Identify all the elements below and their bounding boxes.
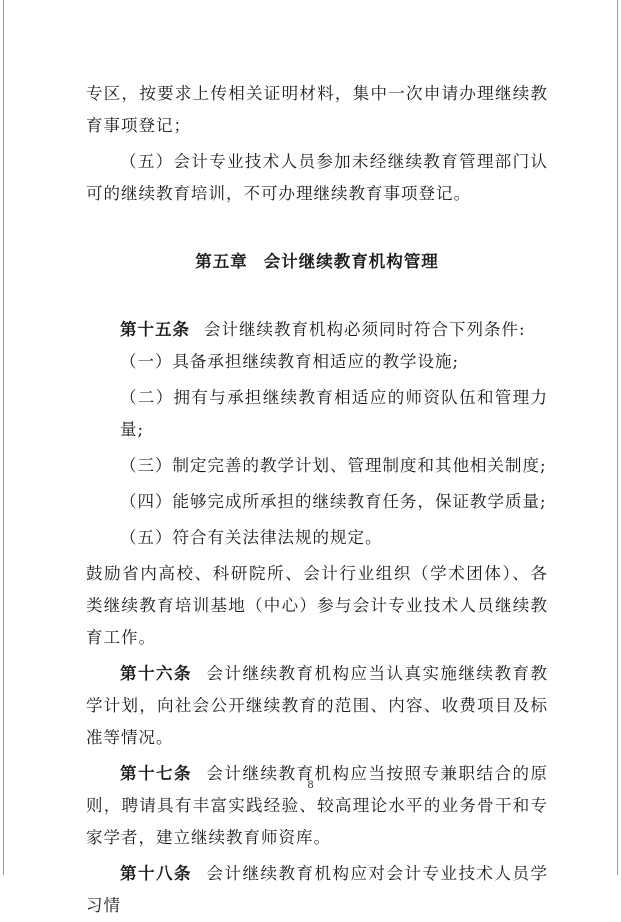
article-16-number: 第十六条 xyxy=(120,664,192,683)
paragraph-continuation: 专区，按要求上传相关证明材料，集中一次申请办理继续教育事项登记； xyxy=(86,84,548,135)
article-16-text: 会计继续教育机构应当认真实施继续教育教学计划，向社会公开继续教育的范围、内容、收费项目及标准等情况。 xyxy=(86,664,548,747)
page-number: 8 xyxy=(307,780,314,791)
chapter-title xyxy=(86,246,548,278)
page-border-right xyxy=(617,0,618,875)
condition-item: （一）具备承担继续教育相适应的教学设施; xyxy=(120,352,460,371)
article-15-number: 第十五条 xyxy=(120,320,190,339)
article-18 xyxy=(86,858,548,922)
condition-item: （三）制定完善的教学计划、管理制度和其他相关制度; xyxy=(120,456,547,475)
article-18-number: 第十八条 xyxy=(120,864,192,883)
article-15 xyxy=(86,314,548,346)
condition-item: （五）符合有关法律法规的规定。 xyxy=(120,528,383,547)
condition-item: （四）能够完成所承担的继续教育任务，保证教学质量; xyxy=(120,492,547,511)
chapter-name: 会计继续教育机构管理 xyxy=(263,252,439,271)
page-border-left xyxy=(3,0,4,875)
document-body xyxy=(86,78,548,922)
article-17-number: 第十七条 xyxy=(120,764,192,783)
chapter-number: 第五章 xyxy=(195,252,248,271)
paragraph-item-five: （五）会计专业技术人员参加未经继续教育管理部门认可的继续教育培训，不可办理继续教育事项登记。 xyxy=(86,152,548,203)
article-17-text: 会计继续教育机构应当按照专兼职结合的原则，聘请具有丰富实践经验、较高理论水平的业务骨干和专家学者，建立继续教育师资库。 xyxy=(86,764,548,847)
condition-item: （二）拥有与承担继续教育相适应的师资队伍和管理力量; xyxy=(120,388,548,439)
article-16 xyxy=(86,658,548,754)
article-18-text: 会计继续教育机构应对会计专业技术人员学习情 xyxy=(86,864,548,915)
article-15-text: 会计继续教育机构必须同时符合下列条件: xyxy=(204,320,526,339)
article-17 xyxy=(86,758,548,854)
paragraph-encourage: 鼓励省内高校、科研院所、会计行业组织（学术团体）、各类继续教育培训基地（中心）参与会计专业技术人员继续教育工作。 xyxy=(86,564,548,647)
